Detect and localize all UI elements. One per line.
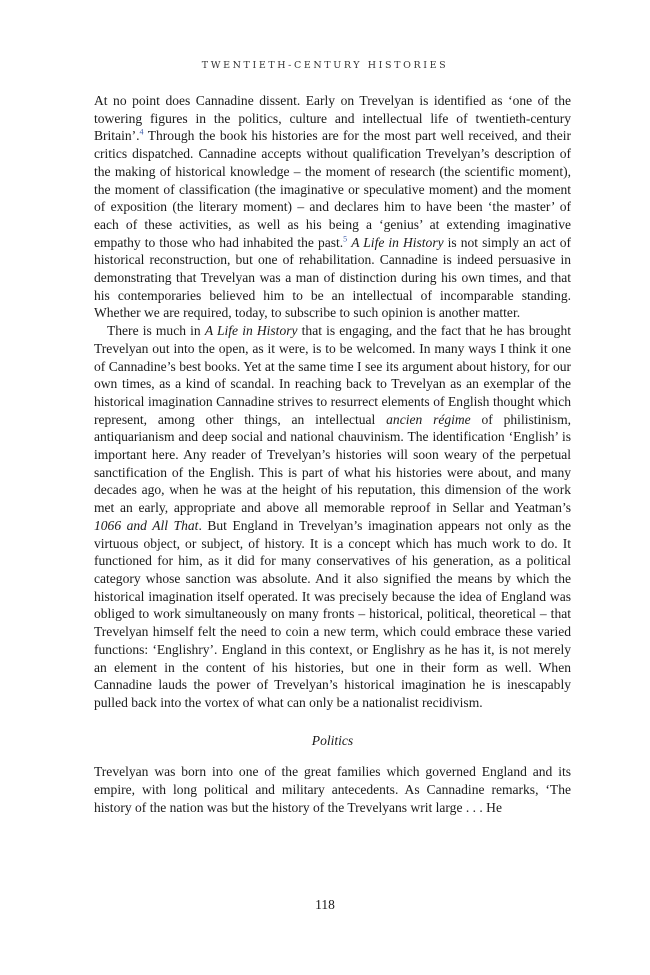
p1-text-d: is not simply an act of historical reconstruction, but one of rehabilitation. Cannadine is indeed persuasive in demonstrating that Trevelyan was a man of distinction during his own times, and that his contemporaries believed him to be an intellectual of incomparable standing. Whether we are required, today, to subscribe to such opinion is another matter.: [94, 234, 571, 321]
page-number: 118: [315, 897, 335, 912]
p2-text-b: that is engaging, and the fact that he has brought Trevelyan out into the open, as it were, is to be welcomed. In many ways I think it one of Cannadine’s best books. Yet at the same time I see its argument about history, for our own times, as a kind of scandal. In reaching back to Trevelyan as an exemplar of the historical imagination Cannadine strives to resurrect elements of English thought which represent, among other things, an intellectual: [94, 323, 571, 427]
running-head: TWENTIETH-CENTURY HISTORIES: [201, 60, 449, 71]
book-title: 1066 and All That: [94, 517, 199, 533]
footnote-ref-4[interactable]: 4: [139, 127, 144, 137]
italic-phrase: ancien régime: [386, 411, 471, 427]
body-text: [94, 92, 571, 816]
p2-text-c: of philistinism, antiquarianism and deep social and national chauvinism. The identification ‘English’ is important here. Any reader of Trevelyan’s histories will soon weary of the perpetual sanctification of the English. This is part of what his histories were about, and many decades ago, when he was at the height of his reputation, this dimension of the work met an early, appropriate and above all memorable reproof in Sellar and Yeatman’s: [94, 411, 571, 516]
paragraph-3: Trevelyan was born into one of the great families which governed England and its empire, with long political and military antecedents. As Cannadine remarks, ‘The history of the nation was but the history of the Trevelyans writ large . . . He: [94, 764, 571, 815]
p1-text-a: At no point does Cannadine dissent. Early on Trevelyan is identified as ‘one of the towering figures in the politics, culture and intellectual life of twentieth-century Britain’.: [94, 93, 571, 144]
paragraph-2: [94, 322, 571, 711]
book-title: A Life in History: [351, 234, 444, 250]
paragraph-1: [94, 92, 571, 322]
p2-text-a: There is much in: [107, 323, 205, 339]
section-heading: Politics: [311, 732, 354, 748]
footnote-ref-5[interactable]: 5: [343, 234, 348, 244]
p2-text-d: . But England in Trevelyan’s imagination appears not only as the virtuous object, or subject, of history. It is a concept which has much work to do. It functioned for him, as it did for many conservatives of his generation, as a political category whose sanction was absolute. And it also signified the means by which the historical imagination itself operated. It was precisely because the idea of England was obliged to work simultaneously on many fronts – historical, political, theoretical – that Trevelyan himself felt the need to coin a new term, which could embrace these varied functions: ‘Englishry’. England in this context, or Englishry as he has it, is not merely an element in the content of his histories, but one in their form as well. When Cannadine lauds the power of Trevelyan’s historical imagination he is inescapably pulled back into the vortex of what can only be a nationalist recidivism.: [94, 517, 571, 710]
p1-text-b: Through the book his histories are for the most part well received, and their critics dispatched. Cannadine accepts without qualification Trevelyan’s description of the making of historical knowledge – the moment of research (the scientific moment), the moment of classification (the imaginative or speculative moment) and the moment of exposition (the literary moment) – and declares him to have been ‘the master’ of each of these activities, as well as his being a ‘genius’ at extending imaginative empathy to those who had inhabited the past.: [94, 128, 571, 250]
book-title: A Life in History: [204, 323, 298, 339]
